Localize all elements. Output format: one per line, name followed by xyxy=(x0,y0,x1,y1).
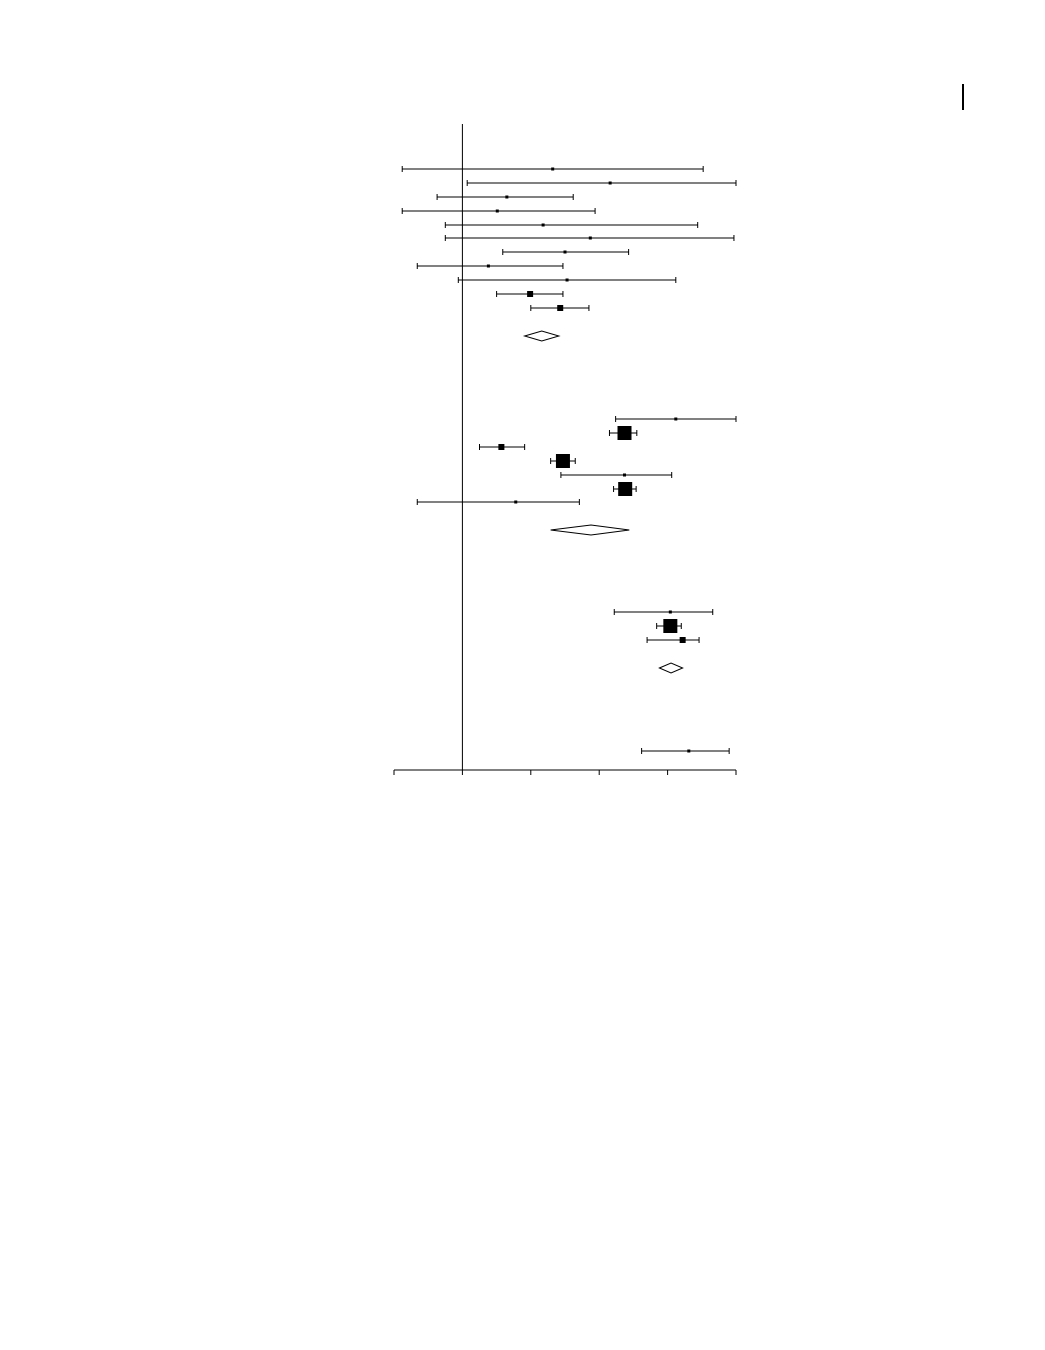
pooled-diamond xyxy=(525,331,559,341)
point-estimate xyxy=(551,168,554,171)
point-estimate xyxy=(566,279,569,282)
point-estimate xyxy=(680,637,686,643)
point-estimate xyxy=(542,224,545,227)
point-estimate xyxy=(674,418,677,421)
point-estimate xyxy=(618,482,632,496)
point-estimate xyxy=(687,750,690,753)
point-estimate xyxy=(557,305,563,311)
point-estimate xyxy=(514,501,517,504)
point-estimate xyxy=(589,237,592,240)
pooled-diamond xyxy=(551,525,630,535)
point-estimate xyxy=(527,291,533,297)
point-estimate xyxy=(663,619,677,633)
pooled-diamond xyxy=(659,663,682,673)
point-estimate xyxy=(618,426,632,440)
point-estimate xyxy=(623,474,626,477)
point-estimate xyxy=(556,454,570,468)
point-estimate xyxy=(496,210,499,213)
point-estimate xyxy=(669,611,672,614)
point-estimate xyxy=(564,251,567,254)
point-estimate xyxy=(505,196,508,199)
point-estimate xyxy=(487,265,490,268)
point-estimate xyxy=(498,444,504,450)
point-estimate xyxy=(609,182,612,185)
